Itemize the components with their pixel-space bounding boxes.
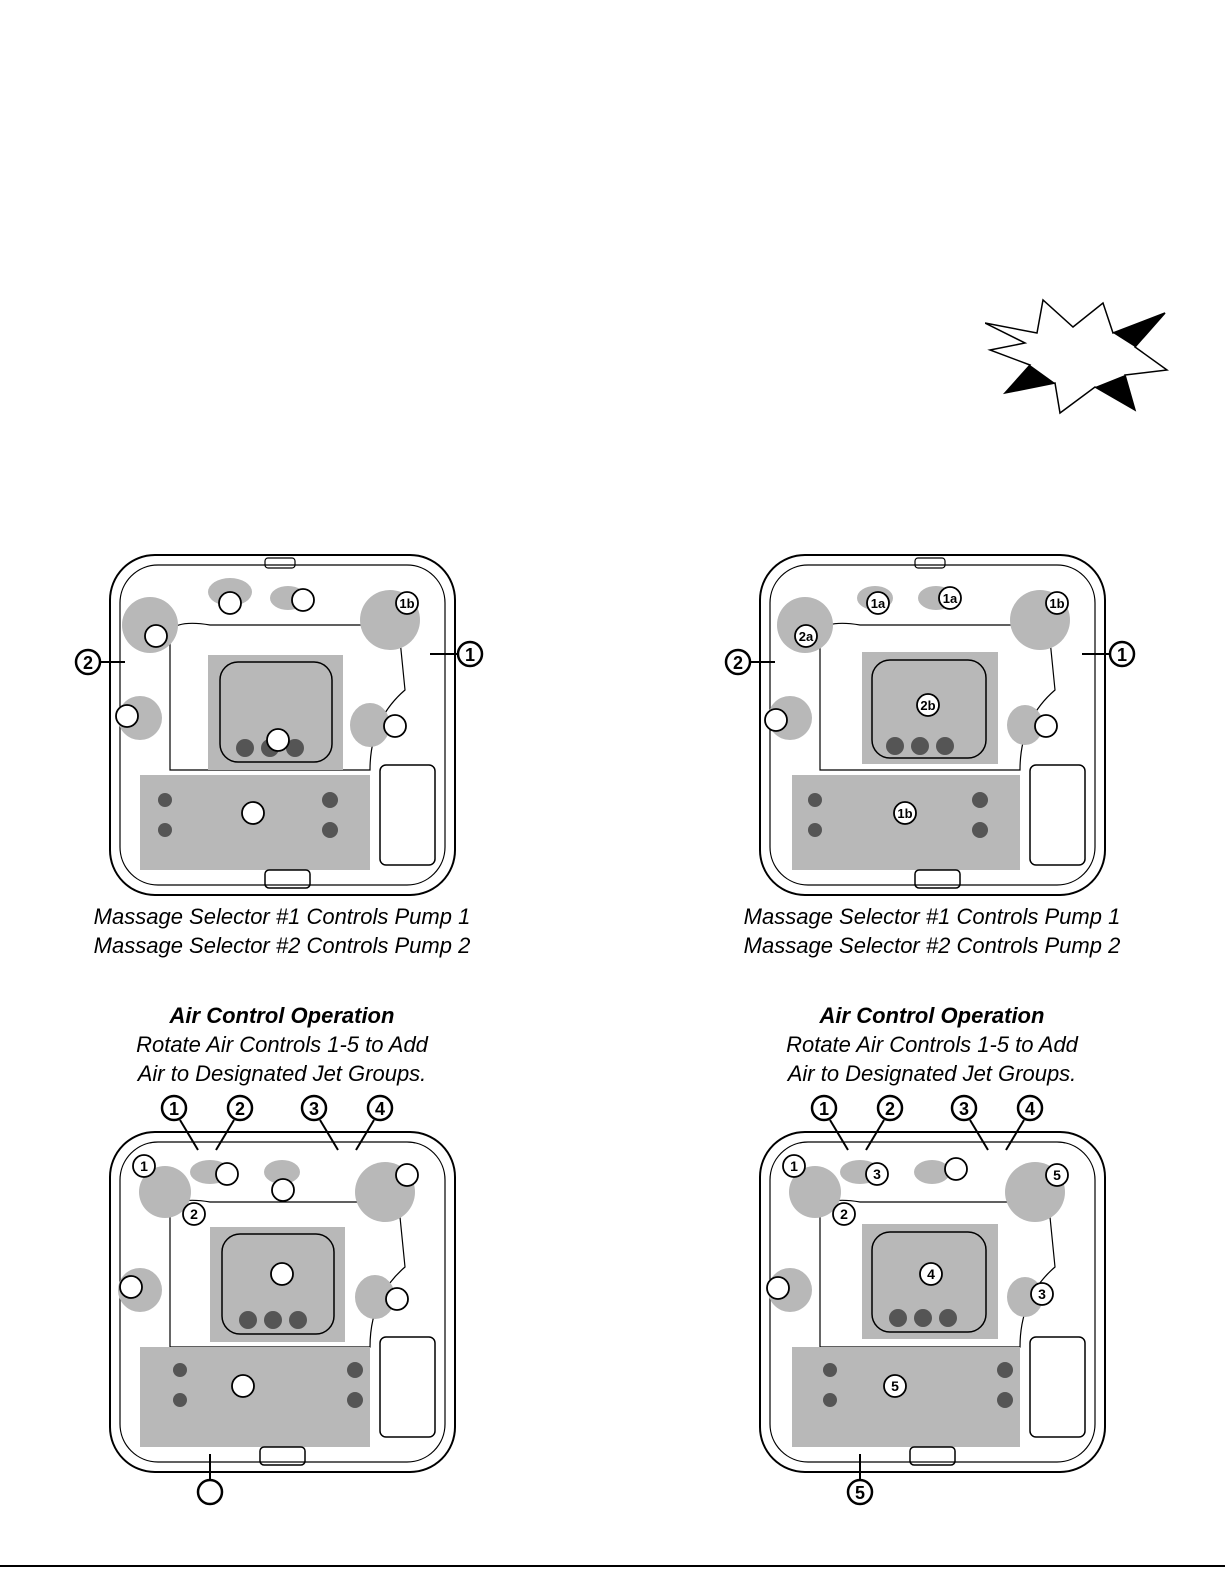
svg-text:5: 5 [1053, 1167, 1061, 1183]
caption-line: Air to Designated Jet Groups. [787, 1061, 1077, 1086]
svg-text:5: 5 [891, 1378, 899, 1394]
svg-text:5: 5 [854, 1483, 866, 1503]
svg-text:3: 3 [873, 1166, 881, 1182]
massage-left-labels [70, 550, 500, 900]
selector-2-callout [76, 650, 125, 674]
svg-text:2a: 2a [798, 629, 814, 644]
caption-line: Massage Selector #2 Controls Pump 2 [743, 933, 1121, 958]
svg-text:3: 3 [1038, 1286, 1046, 1302]
svg-text:2b: 2b [920, 698, 936, 713]
massage-right-caption [702, 902, 1162, 960]
svg-text:2: 2 [840, 1206, 848, 1222]
svg-text:3: 3 [308, 1099, 320, 1119]
selector-2-callout [726, 650, 775, 674]
massage-right-labels [720, 550, 1150, 900]
svg-text:1: 1 [1116, 645, 1128, 665]
svg-text:1b: 1b [399, 596, 415, 611]
caption-line: Massage Selector #2 Controls Pump 2 [93, 933, 471, 958]
air-left-caption [52, 1001, 512, 1088]
svg-text:1b: 1b [897, 806, 913, 821]
page-bottom-rule [0, 1565, 1225, 1567]
svg-text:2: 2 [884, 1099, 896, 1119]
caption-line: Massage Selector #1 Controls Pump 1 [93, 904, 471, 929]
svg-text:2: 2 [190, 1206, 198, 1222]
svg-text:1: 1 [140, 1158, 148, 1174]
air-control-title: Air Control Operation [819, 1003, 1045, 1028]
air-control-title: Air Control Operation [169, 1003, 395, 1028]
svg-text:1a: 1a [942, 591, 958, 606]
svg-text:2: 2 [732, 653, 744, 673]
tub-diagram-air-right [720, 1092, 1150, 1512]
svg-text:1: 1 [818, 1099, 830, 1119]
svg-text:4: 4 [374, 1099, 386, 1119]
svg-text:4: 4 [927, 1266, 935, 1282]
svg-text:2: 2 [234, 1099, 246, 1119]
starburst-icon [985, 295, 1170, 415]
svg-text:3: 3 [958, 1099, 970, 1119]
selector-1-callout [1082, 642, 1134, 666]
caption-line: Air to Designated Jet Groups. [137, 1061, 427, 1086]
tub-diagram-air-left [70, 1092, 500, 1512]
caption-line: Rotate Air Controls 1-5 to Add [136, 1032, 428, 1057]
svg-text:1b: 1b [1049, 596, 1065, 611]
svg-text:1a: 1a [870, 596, 886, 611]
svg-text:1: 1 [790, 1158, 798, 1174]
svg-text:4: 4 [1024, 1099, 1036, 1119]
caption-line: Massage Selector #1 Controls Pump 1 [743, 904, 1121, 929]
svg-text:1: 1 [168, 1099, 180, 1119]
air-right-caption [702, 1001, 1162, 1088]
massage-left-caption [52, 902, 512, 960]
caption-line: Rotate Air Controls 1-5 to Add [786, 1032, 1078, 1057]
svg-text:1: 1 [464, 645, 476, 665]
selector-1-callout [430, 642, 482, 666]
svg-text:2: 2 [82, 653, 94, 673]
